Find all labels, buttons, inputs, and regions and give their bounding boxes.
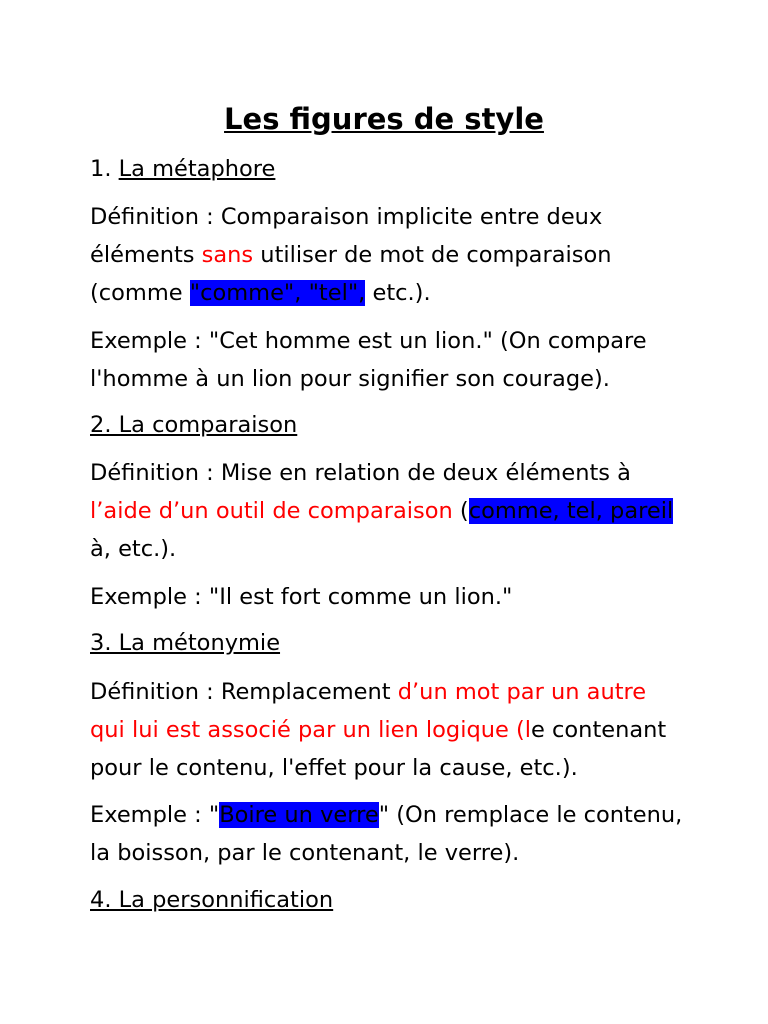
text-run: éléments: [90, 242, 202, 268]
text-line: Exemple : "Il est fort comme un lion.": [90, 584, 513, 610]
section-title: 4. La personnification: [90, 887, 334, 913]
text-run: utiliser de mot de comparaison: [253, 242, 612, 268]
text-line: Exemple : "Cet homme est un lion." (On compare: [90, 328, 647, 354]
document-title: Les figures de style: [224, 102, 544, 136]
text-run: (: [452, 498, 469, 524]
text-line: pour le contenu, l'effet pour la cause, etc.).: [90, 755, 578, 781]
section-number: 1.: [90, 156, 119, 182]
section-4-heading: [90, 881, 720, 919]
emphasis-text: sans: [201, 242, 254, 268]
text-line: à, etc.).: [90, 536, 177, 562]
highlighted-text: comme, tel, pareil: [468, 498, 674, 524]
text-run: e contenant: [531, 717, 667, 743]
emphasis-text: qui lui est associé par un lien logique (l: [90, 717, 532, 743]
highlighted-text: "comme", "tel",: [189, 280, 366, 306]
section-1-example: [90, 322, 720, 398]
text-line: l'homme à un lion pour signifier son courage).: [90, 366, 610, 392]
section-1-heading: [90, 150, 720, 188]
text-run: (comme: [90, 280, 190, 306]
highlighted-text: Boire un verre: [219, 802, 379, 828]
emphasis-text: d’un mot par un autre: [397, 679, 647, 705]
section-title: 3. La métonymie: [90, 630, 281, 656]
text-line: Définition : Mise en relation de deux éléments à: [90, 460, 631, 486]
text-run: Définition : Remplacement: [90, 679, 398, 705]
text-run: etc.).: [365, 280, 431, 306]
text-run: " (On remplace le contenu,: [378, 802, 683, 828]
text-line: la boisson, par le contenant, le verre).: [90, 840, 520, 866]
section-2-definition: [90, 454, 720, 568]
text-line: Définition : Comparaison implicite entre deux: [90, 204, 603, 230]
section-2-heading: [90, 406, 720, 444]
emphasis-text: l’aide d’un outil de comparaison: [90, 498, 453, 524]
section-3-definition: [90, 673, 720, 787]
section-1-definition: [90, 198, 720, 312]
text-run: Exemple : ": [90, 802, 220, 828]
section-title: La métaphore: [118, 156, 276, 182]
section-3-heading: [90, 624, 720, 662]
section-3-example: [90, 796, 720, 872]
section-title: 2. La comparaison: [90, 412, 298, 438]
section-2-example: [90, 578, 720, 616]
